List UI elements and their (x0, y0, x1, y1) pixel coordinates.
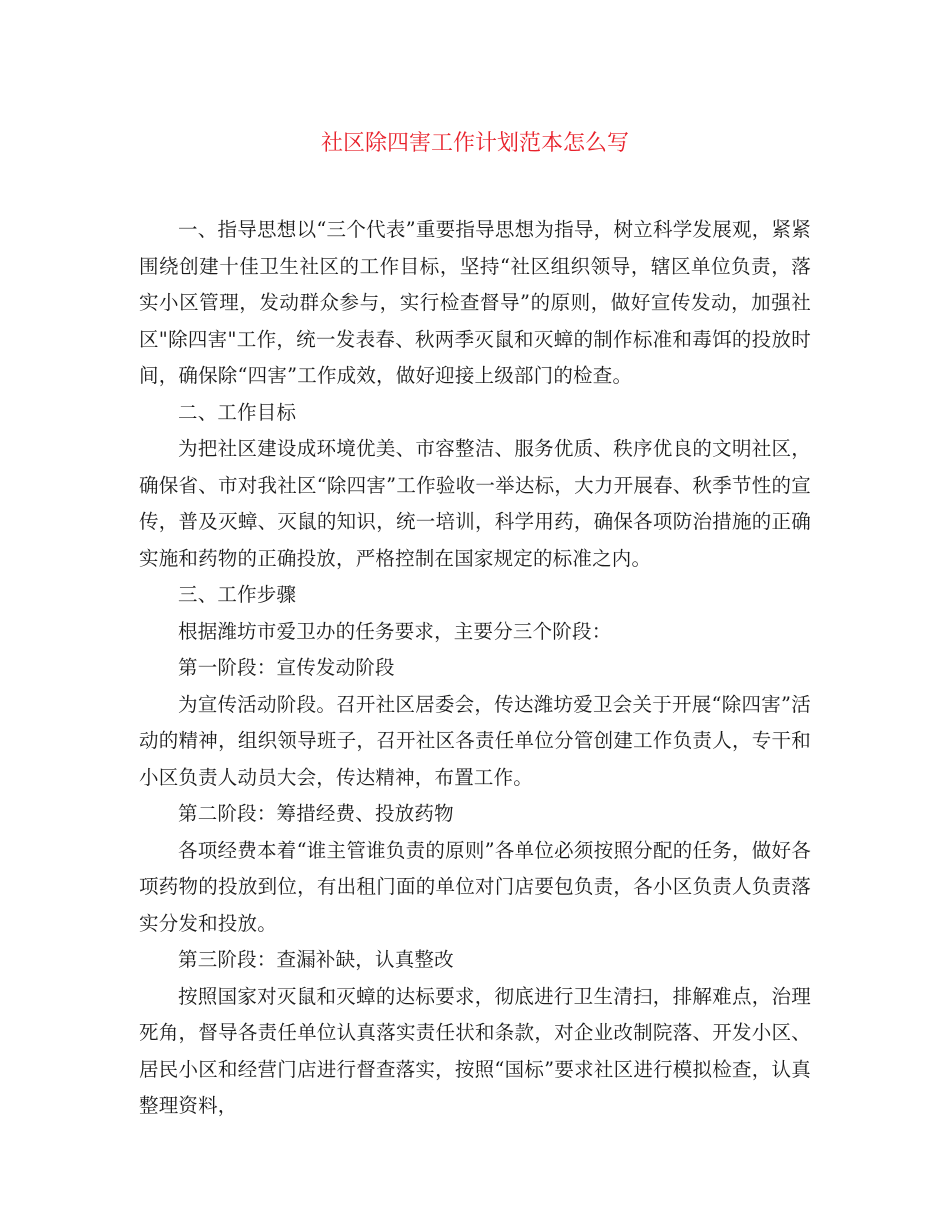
paragraph-stage-3: 按照国家对灭鼠和灭蟑的达标要求，彻底进行卫生清扫，排解难点，治理死角，督导各责任单位认真落实责任状和条款，对企业改制院落、开发小区、居民小区和经营门店进行督查落实，按照“国标”要求社区进行模拟检查，认真整理资料， (139, 984, 811, 1117)
paragraph-steps-intro: 根据潍坊市爱卫办的任务要求，主要分三个阶段： (178, 619, 612, 643)
document-body (139, 212, 811, 1125)
stage-heading-3: 第三阶段：查漏补缺，认真整改 (178, 948, 454, 971)
stage-heading-1: 第一阶段：宣传发动阶段 (178, 656, 395, 679)
document-title: 社区除四害工作计划范本怎么写 (320, 131, 629, 156)
paragraph-guiding-ideology: 一、指导思想以“三个代表”重要指导思想为指导，树立科学发展观，紧紧围绕创建十佳卫生社区的工作目标，坚持“社区组织领导，辖区单位负责，落实小区管理，发动群众参与，实行检查督导”的原则，做好宣传发动，加强社区"除四害"工作，统一发表春、秋两季灭鼠和灭蟑的制作标准和毒饵的投放时间，确保除“四害”工作成效，做好迎接上级部门的检查。 (139, 218, 811, 387)
paragraph-stage-2: 各项经费本着“谁主管谁负责的原则”各单位必须按照分配的任务，做好各项药物的投放到位，有出租门面的单位对门店要包负责，各小区负责人负责落实分发和投放。 (139, 838, 811, 935)
paragraph-work-goals: 为把社区建设成环境优美、市容整洁、服务优质、秩序优良的文明社区，确保省、市对我社区“除四害”工作验收一举达标，大力开展春、秋季节性的宣传，普及灭蟑、灭鼠的知识，统一培训，科学用药，确保各项防治措施的正确实施和药物的正确投放，严格控制在国家规定的标准之内。 (139, 437, 811, 570)
stage-heading-2: 第二阶段：筹措经费、投放药物 (178, 802, 454, 825)
section-heading-work-goals: 二、工作目标 (178, 400, 297, 424)
paragraph-stage-1: 为宣传活动阶段。召开社区居委会，传达潍坊爱卫会关于开展“除四害”活动的精神，组织领导班子，召开社区各责任单位分管创建工作负责人，专干和小区负责人动员大会，传达精神，布置工作。 (139, 692, 811, 789)
section-heading-work-steps: 三、工作步骤 (178, 583, 297, 606)
